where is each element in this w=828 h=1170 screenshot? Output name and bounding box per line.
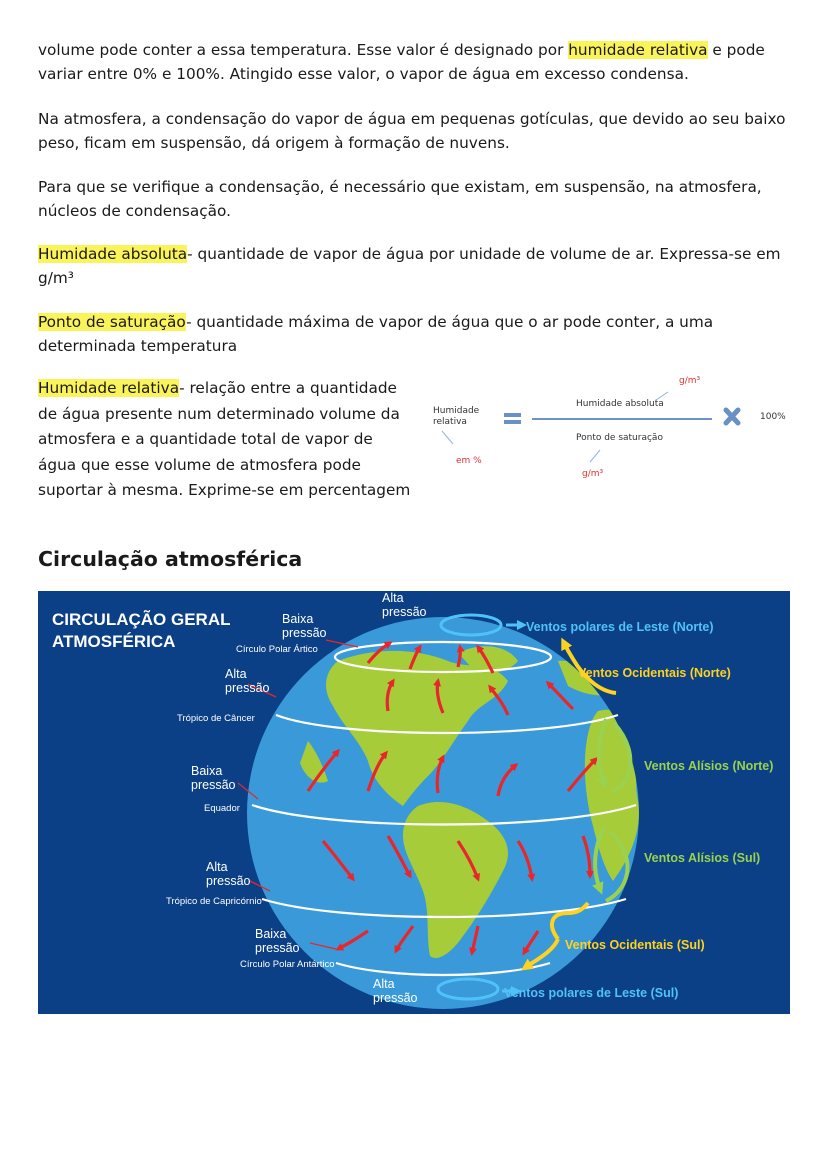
pressure-label-eq-low: Baixa pressão	[191, 764, 236, 792]
term-ponto-saturacao: Ponto de saturação	[38, 313, 187, 331]
pressure-label-top-high: Alta pressão	[382, 591, 427, 619]
definition-humidade-absoluta	[38, 242, 790, 290]
definition-text: - quantidade máxima de vapor de água que o ar pode conter, a uma determinada temperatura	[38, 313, 714, 355]
label-arctic-circle: Círculo Polar Ártico	[236, 644, 318, 655]
definition-text: - relação entre a quantidade de água presente num determinado volume da atmosfera e a quantidade total de vapor de água que esse volume de atmosfera pode suportar à mesma. Exprime-se em percentagem	[38, 379, 411, 500]
definition-humidade-relativa	[38, 376, 413, 504]
term-humidade-relativa: Humidade relativa	[38, 379, 180, 397]
wind-label-trade-north: Ventos Alísios (Norte)	[644, 759, 774, 773]
formula-left-unit: em %	[456, 456, 482, 466]
wind-label-polar-south: Ventos polares de Leste (Sul)	[504, 986, 679, 1000]
paragraph-humidade-relativa	[38, 38, 790, 86]
paragraph-nucleos: Para que se verifique a condensação, é necessário que existam, em suspensão, na atmosfera, núcleos de condensação.	[38, 178, 762, 220]
wind-label-westerlies-south: Ventos Ocidentais (Sul)	[565, 938, 705, 952]
highlight-humidade-relativa: humidade relativa	[568, 41, 708, 59]
section-heading: Circulação atmosférica	[38, 547, 303, 571]
formula-left-label: Humidade relativa	[433, 406, 480, 427]
formula-numerator: Humidade absoluta	[576, 399, 664, 409]
formula-denominator-unit: g/m³	[582, 469, 604, 479]
text: e pode variar entre 0% e 100%. Atingido esse valor, o vapor de água em excesso condensa.	[38, 41, 765, 83]
label-tropic-cancer: Trópico de Câncer	[177, 713, 255, 724]
equals-icon	[504, 413, 521, 417]
diagram-title	[52, 609, 231, 653]
label-equator: Equador	[204, 803, 240, 814]
term-humidade-absoluta: Humidade absoluta	[38, 245, 188, 263]
arrow-icon	[442, 431, 453, 444]
label-tropic-capricorn: Trópico de Capricórnio	[166, 896, 262, 907]
formula-denominator: Ponto de saturação	[576, 433, 663, 443]
label-antarctic-circle: Círculo Polar Antártico	[240, 959, 335, 970]
formula-factor: 100%	[760, 412, 786, 422]
definition-text: - quantidade de vapor de água por unidade de volume de ar. Expressa-se em g/m³	[38, 245, 781, 287]
wind-label-polar-north: Ventos polares de Leste (Norte)	[526, 620, 714, 634]
formula-numerator-unit: g/m³	[679, 376, 701, 386]
text: volume pode conter a essa temperatura. Esse valor é designado por	[38, 41, 569, 59]
atmospheric-circulation-diagram	[38, 591, 790, 1014]
paragraph-condensacao: Na atmosfera, a condensação do vapor de água em pequenas gotículas, que devido ao seu baixo peso, ficam em suspensão, dá origem à formação de nuvens.	[38, 110, 786, 152]
wind-label-westerlies-north: Ventos Ocidentais (Norte)	[578, 666, 731, 680]
pressure-label-bottom-high: Alta pressão	[373, 977, 418, 1005]
multiply-icon	[726, 410, 738, 423]
wind-label-trade-south: Ventos Alísios (Sul)	[644, 851, 761, 865]
arrow-icon	[590, 450, 600, 462]
pressure-label-south-low: Baixa pressão	[255, 927, 300, 955]
definition-ponto-saturacao	[38, 310, 790, 358]
pressure-label-south-high: Alta pressão	[206, 860, 251, 888]
diagram-title-line1: CIRCULAÇÃO GERAL	[52, 610, 231, 629]
pressure-label-north-high: Alta pressão	[225, 667, 270, 695]
pressure-label-north-low: Baixa pressão	[282, 612, 327, 640]
formula-humidade-relativa	[430, 370, 790, 485]
diagram-title-line2: ATMOSFÉRICA	[52, 632, 176, 651]
